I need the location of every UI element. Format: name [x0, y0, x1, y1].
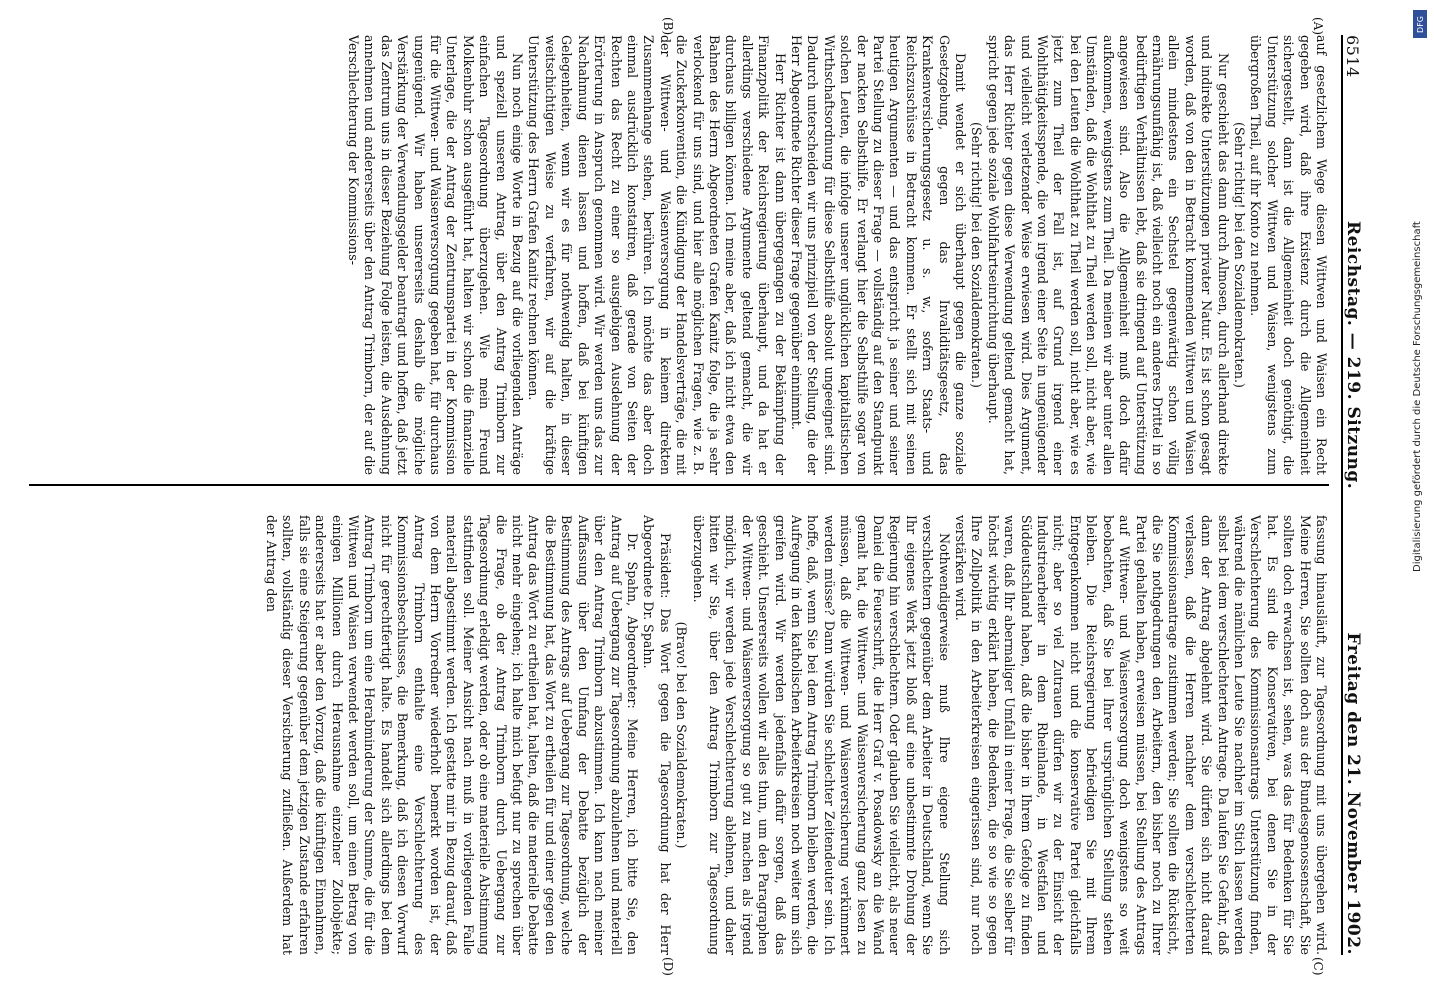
margin-marker-b: (B) — [661, 17, 675, 36]
header-title: Reichstag. — 219. Sitzung. — [1343, 220, 1363, 490]
page-header — [1341, 35, 1377, 955]
left-paragraph: Nur geschieht das dann durch Almosen, durch allerhand direkte und indirekte Unterstützungen privater Natur. Es ist schon gesagt worden, daß von den in Betracht kommenden Wittwen und Waisen allein mindestens ein Sechstel gegenwärtig schon völlig ernährungsunfähig ist, daß vielleicht noch ein anderes Drittel in so bedürftigen Verhältnissen lebt, daß sie dringend auf Unterstützung angewiesen sind. Also die Allgemeinheit muß doch dafür aufkommen, wenigstens zum Theil. Da meinen wir aber unter allen Umständen, daß die Wohlthat zu Theil werden soll, nicht aber, wie bei den Leuten die Wohlthat zu Theil werden soll, nicht aber, wie es jetzt zum Theil der Fall ist, auf Grund irgend einer Wohlthätigkeitsspende, die von irgend einer Seite in ungenügender und vielleicht verletzender Weise erwiesen wird. Dies Argument, das Herr Richter gegen diese Verwendung geltend gemacht hat, spricht gegen jede soziale Wohlfahrtseinrichtung überhaupt. — [985, 35, 1231, 475]
digitization-sidebar — [1408, 0, 1434, 1000]
margin-marker-d: (D) — [661, 957, 675, 976]
margin-marker-c: (C) — [1311, 957, 1325, 976]
document-page — [0, 15, 1395, 975]
dfg-credit-text: Digitalisierung gefördert durch die Deutsche Forschungsgemeinschaft — [1412, 221, 1423, 572]
right-column — [29, 515, 1329, 955]
header-date: Freitag den 21. November 1902. — [1343, 632, 1363, 955]
right-paragraph: Dr. Spahn, Abgeordneter: Meine Herren, ich bitte Sie, den Antrag auf Uebergang zur Tagesordnung abzulehnen und materiell über den Antrag Trimborn abzustimmen. Ich kann nach meiner Auffassung über den Umfang der Debatte bezüglich der Bestimmung des Antrags auf Uebergang zur Tagesordnung, welche die Bestimmung hat, das Wort zu ertheilen für und einer gegen den Antrag das Wort zu ertheilen hat, halten, daß die materielle Debatte nicht mehr eingehen; ich halte mich befugt nur zu sprechen über die Frage, ob der Antrag Trimborn durch Uebergang zur Tagesordnung erledigt werden, oder ob eine materielle Abstimmung stattfinden soll. Meiner Ansicht nach muß in vorliegenden Falle materiell abgestimmt werden. Ich gestatte mir in Bezug darauf, daß von dem Herrn Vorredner wiederholt bemerkt worden ist, der Antrag Trimborn enthalte eine Verschlechterung des Kommissionsbeschlusses, die Bemerkung, daß ich diesen Vorwurf nicht für gerechtfertigt halte. Es handelt sich allerdings bei dem Antrag Trimborn um eine Herabminderung der Summe, die für die Wittwen und Waisen verwendet werden soll, um einen Betrag von einigen Millionen durch Herausnahme einzelner Zollobjekte; andererseits hat er aber den Vorzug, daß die künftigen Einnahmen, falls sie eine Steigerung gegenüber dem jetzigen Zustande erfahren sollten, vollständig dieser Versicherung zufließen. Außerdem hat der Antrag den — [264, 515, 640, 955]
interjection: (Bravo! bei den Sozialdemokraten.) — [674, 621, 690, 849]
column-divider — [29, 484, 1329, 486]
right-paragraph: Präsident: Das Wort gegen die Tagesordnung hat der Herr Abgeordnete Dr. Spahn. — [641, 515, 673, 955]
margin-marker-a: (A) — [1311, 17, 1325, 36]
left-paragraph: Damit wendet er sich überhaupt gegen die ganze soziale Gesetzgebung, gegen das Invaliditätsgesetz, das Krankenversicherungsgesetz u. s. w., sofern Staats- und Reichszuschüsse in Betracht kommen. Er stellt sich mit seinen heutigen Argumenten — und das entspricht ja seiner und seiner Partei Stellung zu dieser Frage — vollständig auf den Standpunkt der nackten Selbsthilfe. Er verlangt hier die Selbsthilfe sogar von solchen Leuten, die infolge unserer unglücklichen kapitalistischen Wirthschaftsordnung für diese Selbsthilfe absolut ungeeignet sind. Dadurch unterscheiden wir uns prinzipiell von der Stellung, die der Herr Abgeordnete Richter dieser Frage gegenüber einnimmt. — [789, 35, 969, 475]
left-paragraph: auf gesetzlichem Wege diesen Wittwen und Waisen ein Recht gegeben wird, daß ihre Existenz durch die Allgemeinheit sichergestellt, dann ist die Allgemeinheit doch genöthigt, die Unterstützung solcher Wittwen und Waisen, wenigstens zum übergroßen Theil, auf ihr Konto zu nehmen. — [1248, 35, 1329, 475]
interjection: (Sehr richtig! bei den Sozialdemokraten.) — [969, 122, 985, 388]
interjection: (Sehr richtig! bei den Sozialdemokraten.) — [1231, 122, 1247, 388]
left-paragraph: Nun noch einige Worte in Bezug auf die vorliegenden Anträge und speziell unseren Antrag, über den Antrag Trimborn zur einfachen Tagesordnung überzugehen. Wie mein Freund Molkenbuhr schon ausgeführt hat, halten wir schon die finanzielle Unterlage, die der Antrag der Zentrumspartei in der Kommission für die Wittwen- und Waisenversorgung gegeben hat, für durchaus ungenügend. Wir haben unsererseits deshalb die mögliche Verstärkung der Verwendungsgelder beantragt und hoffen, daß jetzt das Zentrum uns in dieser Beziehung Folge leisten, die Ausdehnung annehmen und andererseits über den Antrag Trimborn, der auf die Verschlechterung der Kommissions- — [346, 35, 526, 475]
dfg-logo — [1413, 10, 1427, 38]
left-paragraph: Herr Richter ist dann übergegangen zu der Bekämpfung der Finanzpolitik der Reichsregierung überhaupt, und da hat er allerdings verschiedene Argumente geltend gemacht, die wir durchaus billigen können. Ich meine aber, daß ich nicht etwa den Bahnen des Herrn Abgeordneten Grafen Kanitz folge, die ja sehr verlockend für uns sind, und hier alle möglichen Fragen, wie z. B. die Zuckerkonvention, die Kündigung der Handelsverträge, die mit der Wittwen- und Waisenversorgung in keinem direkten Zusammenhange stehen, berühren. Ich möchte das aber doch einmal ausdrücklich konstatiren, daß gerade von Seiten der Rechten das Recht zu einer so ausgiebigen Ausdehnung der Erörterung in Anspruch genommen wird. Wir werden uns das zur Nachahmung dienen lassen und hoffen, daß bei künftigen Gelegenheiten, wenn wir es für nothwendig halten, in dieser weitschichtigen Weise zu verfahren, wir auf die kräftige Unterstützung des Herrn Grafen Kanitz rechnen können. — [526, 35, 788, 475]
right-paragraph: fassung hinausläuft, zur Tagesordnung mit uns übergehen wird. Meine Herren, Sie sollten doch aus der Bundesgenossenschaft, Sie sollten doch erwachsen ist, sehen, was das für Bedenken für Sie hat. Es sind die Konservativen, bei denen Sie in der Verschlechterung des Kommissionsantrags Unterstützung finden, während die nämlichen Leute Sie nachher im Stich lassen werden selbst bei dem verschlechterten Antrage. Da laufen Sie Gefahr, daß dann der Antrag abgelehnt wird. Sie dürfen sich nicht darauf verlassen, daß die Herren nachher dem verschlechterten Kommissionsantrage zustimmen werden; Sie sollten die Rücksicht, die Sie nothgedrungen den Arbeitern, den bisher noch zu Ihrer Partei gehalten haben, erweisen müssen, bei Stellung des Antrags auf Wittwen- und Waisenversorgung doch wenigstens so weit beobachten, daß Sie bei Ihrer ursprünglichen Stellung stehen bleiben. Die Reichsregierung befriedigen Sie mit Ihrem Entgegenkommen nicht und die konservative Partei gleichfalls nicht; aber so viel Zutrauen dürfen wir zu der Einsicht der Industriearbeiter in dem Rheinlande, in Westfalen und Süddeutschland haben, daß die bisher in Ihrem Gefolge zu finden waren, daß Ihr abermaliger Umfall in einer Frage, die Sie selber für höchst wichtig erklärt haben, die Bedenken, die so wie so gegen Ihre Zollpolitik in den Arbeiterkreisen eingerissen sind, nur noch verstärken wird. — [953, 515, 1329, 955]
dfg-logo-text: DFG — [1415, 15, 1425, 33]
right-paragraph: Nothwendigerweise muß Ihre eigene Stellung sich verschlechtern gegenüber dem Arbeiter in Deutschland, wenn Sie Ihr eigenes Werk jetzt bloß auf eine unbestimmte Drohung der Regierung hin verschlechtern. Oder glauben Sie vielleicht, als neuer Daniel die Feuerschrift, die Herr Graf v. Posadowsky an die Wand gemalt hat, die Wittwen- und Waisenversicherung ganz lesen zu müssen, daß die Wittwen- und Waisenversicherung verkümmert werden müsse? Dann würden Sie schlechter Zeitendeuter sein. Ich hoffe, daß, wenn Sie bei dem Antrag Trimborn bleiben werden, die Aufregung in den katholischen Arbeiterkreisen noch weiter um sich greifen wird. Wir werden jedenfalls dafür sorgen, daß das geschieht. Unsererseits wollen wir alles thun, um den Paragraphen der Wittwen- und Waisenversorgung so gut zu machen als irgend möglich, wir werden jede Verschlechterung ablehnen, und daher bitten wir Sie, über den Antrag Trimborn zur Tagesordnung überzugehen. — [690, 515, 952, 955]
left-column — [29, 35, 1329, 475]
page-number: 6514 — [1343, 35, 1362, 78]
